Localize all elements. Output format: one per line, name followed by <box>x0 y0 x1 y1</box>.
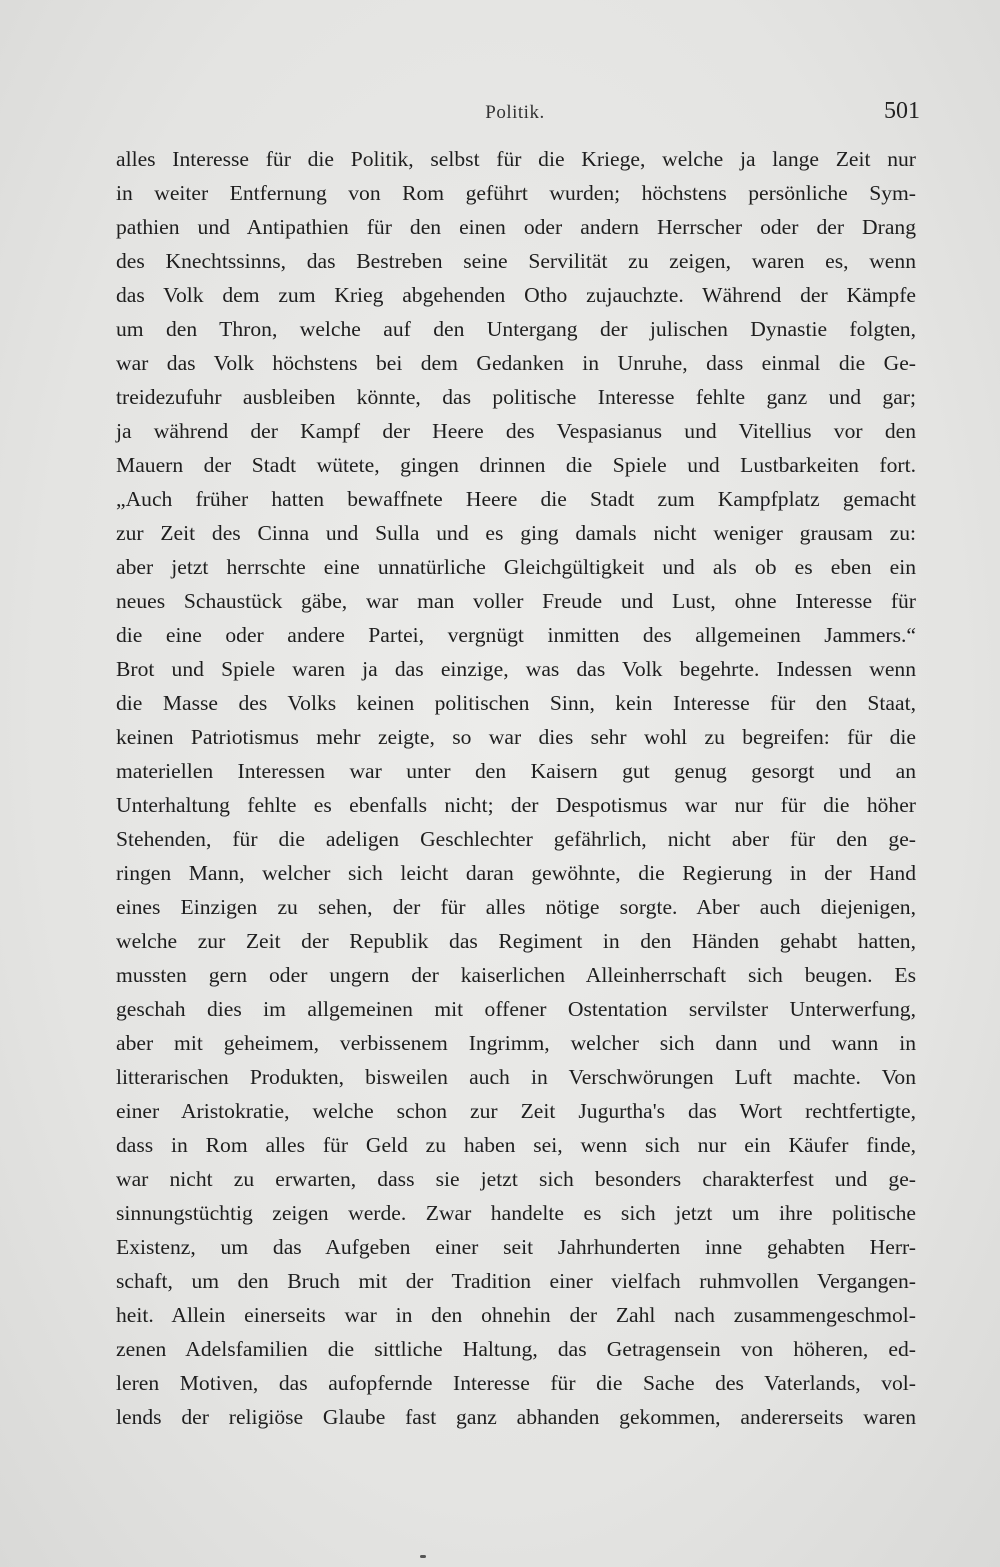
text-line: neues Schaustück gäbe, war man voller Freude und Lust, ohne Interesse für <box>116 589 916 613</box>
text-line: eines Einzigen zu sehen, der für alles nötige sorgte. Aber auch diejenigen, <box>116 895 916 919</box>
text-line: war nicht zu erwarten, dass sie jetzt sich besonders charakterfest und ge- <box>116 1167 916 1191</box>
body-text <box>116 142 916 1434</box>
text-line: dass in Rom alles für Geld zu haben sei, wenn sich nur ein Käufer finde, <box>116 1133 916 1157</box>
text-line: welche zur Zeit der Republik das Regiment in den Händen gehabt hatten, <box>116 929 916 953</box>
text-line: „Auch früher hatten bewaffnete Heere die Stadt zum Kampfplatz gemacht <box>116 487 916 511</box>
text-line: heit. Allein einerseits war in den ohnehin der Zahl nach zusammengeschmol- <box>116 1303 916 1327</box>
text-line: pathien und Antipathien für den einen oder andern Herrscher oder der Drang <box>116 215 916 239</box>
text-line: aber jetzt herrschte eine unnatürliche Gleichgültigkeit und als ob es eben ein <box>116 555 916 579</box>
text-line: alles Interesse für die Politik, selbst für die Kriege, welche ja lange Zeit nur <box>116 147 916 171</box>
text-line: Existenz, um das Aufgeben einer seit Jahrhunderten inne gehabten Herr- <box>116 1235 916 1259</box>
running-head <box>110 92 920 132</box>
text-line: Mauern der Stadt wütete, gingen drinnen die Spiele und Lustbarkeiten fort. <box>116 453 916 477</box>
text-line: einer Aristokratie, welche schon zur Zeit Jugurtha's das Wort rechtfertigte, <box>116 1099 916 1123</box>
text-line: lends der religiöse Glaube fast ganz abhanden gekommen, andererseits waren <box>116 1405 916 1429</box>
text-line: geschah dies im allgemeinen mit offener Ostentation servilster Unterwerfung, <box>116 997 916 1021</box>
text-line: treidezufuhr ausbleiben könnte, das politische Interesse fehlte ganz und gar; <box>116 385 916 409</box>
text-line: Stehenden, für die adeligen Geschlechter gefährlich, nicht aber für den ge- <box>116 827 916 851</box>
text-line: Brot und Spiele waren ja das einzige, was das Volk begehrte. Indessen wenn <box>116 657 916 681</box>
running-title: Politik. <box>485 102 545 123</box>
text-line: zur Zeit des Cinna und Sulla und es ging damals nicht weniger grausam zu: <box>116 521 916 545</box>
text-line: in weiter Entfernung von Rom geführt wurden; höchstens persönliche Sym- <box>116 181 916 205</box>
text-line: des Knechtssinns, das Bestreben seine Servilität zu zeigen, waren es, wenn <box>116 249 916 273</box>
text-line: leren Motiven, das aufopfernde Interesse für die Sache des Vaterlands, vol- <box>116 1371 916 1395</box>
text-line: das Volk dem zum Krieg abgehenden Otho zujauchzte. Während der Kämpfe <box>116 283 916 307</box>
text-line: um den Thron, welche auf den Untergang der julischen Dynastie folgten, <box>116 317 916 341</box>
text-line: Unterhaltung fehlte es ebenfalls nicht; der Despotismus war nur für die höher <box>116 793 916 817</box>
text-line: sinnungstüchtig zeigen werde. Zwar handelte es sich jetzt um ihre politische <box>116 1201 916 1225</box>
text-line: keinen Patriotismus mehr zeigte, so war dies sehr wohl zu begreifen: für die <box>116 725 916 749</box>
text-line: ja während der Kampf der Heere des Vespasianus und Vitellius vor den <box>116 419 916 443</box>
text-line: schaft, um den Bruch mit der Tradition einer vielfach ruhmvollen Vergangen- <box>116 1269 916 1293</box>
text-line: zenen Adelsfamilien die sittliche Haltung, das Getragensein von höheren, ed- <box>116 1337 916 1361</box>
print-mark <box>420 1555 426 1558</box>
page-number: 501 <box>884 98 920 124</box>
text-line: die eine oder andere Partei, vergnügt inmitten des allgemeinen Jammers.“ <box>116 623 916 647</box>
text-line: materiellen Interessen war unter den Kaisern gut genug gesorgt und an <box>116 759 916 783</box>
text-line: die Masse des Volks keinen politischen Sinn, kein Interesse für den Staat, <box>116 691 916 715</box>
text-line: aber mit geheimem, verbissenem Ingrimm, welcher sich dann und wann in <box>116 1031 916 1055</box>
text-line: litterarischen Produkten, bisweilen auch in Verschwörungen Luft machte. Von <box>116 1065 916 1089</box>
text-line: mussten gern oder ungern der kaiserlichen Alleinherrschaft sich beugen. Es <box>116 963 916 987</box>
text-line: ringen Mann, welcher sich leicht daran gewöhnte, die Regierung in der Hand <box>116 861 916 885</box>
text-line: war das Volk höchstens bei dem Gedanken in Unruhe, dass einmal die Ge- <box>116 351 916 375</box>
